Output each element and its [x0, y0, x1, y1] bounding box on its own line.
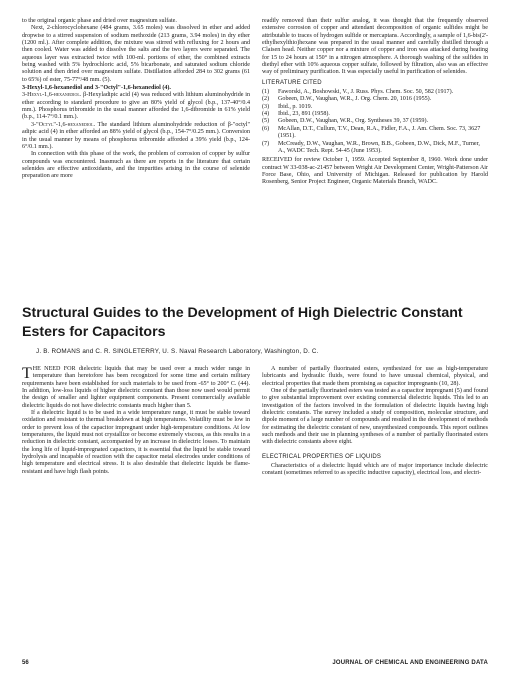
top-right-column [262, 18, 488, 187]
paragraph [22, 122, 250, 151]
paragraph-text: β-Hexyladipic acid (4) was reduced with lithium aluminohydride in ether according to standard procedure to give an 80% yield of glycol (b.p., 137-40°/0.4 mm.). Phosphorus tribromide in the usual manner afforded the 1,6-dibromide in 61% yield (b.p., 114-7°/0.1 mm.). [22, 92, 250, 121]
page-number: 56 [22, 660, 29, 666]
paragraph: One of the partially fluorinated esters was tested as a capacitor impregnant (5) and found to give substantial improvement over existing commercial dielectric liquids. This led to an investigation of the factors involved in the formulation of dielectric liquids having high dielectric constants. The survey included a study of composition, molecular structure, and dipole moment of a large number of compounds and resulted in the development of methods for estimating the dielectric constant of new, unsynthesized compounds. This report outlines such methods and their use in planning syntheses of a number of partially fluorinated esters with dielectric constants above eight. [262, 388, 488, 446]
subsection-heading: 3-Hexyl-1,6-hexanediol and 3-"Octyl"-1,6-hexanediol (4). [22, 85, 171, 92]
article-title: Structural Guides to the Development of High Dielectric Constant Esters for Capacitors [22, 305, 463, 340]
article-authors: J. B. ROMANS and C. R. SINGLETERRY, U. S. Naval Research Laboratory, Washington, D. C. [36, 348, 319, 355]
reference-text: McAllan, D.T., Cullum, T.V., Dean, R.A., Fidler, F.A., J. Am. Chem. Soc. 73, 3627 (1951). [278, 125, 481, 140]
reference-text: Gobeen, D.W., Vaughan, W.R., J. Org. Chem. 20, 1016 (1955). [278, 96, 432, 103]
drop-cap: T [22, 365, 32, 382]
reference-item [262, 141, 488, 156]
reference-item [262, 118, 488, 125]
paragraph: readily removed than their sulfur analog, it was thought that the frequently observed extensive corrosion of copper and attendant decomposition of organic sulfides might be attributable to traces of hydrogen sulfide or mercaptans. Accordingly, a sample of 1,6-bis(2'-ethylhexylthio)hexane was prepared in the usual manner and carefully distilled through a Claisen head. Neither copper nor a mixture of copper and iron was attacked during heating for 15 to 24 hours at 150° in a nitrogen atmosphere. A thorough washing of the sulfides in diethyl ether with 10% aqueous copper sulfate, followed by filtration, also was an effective way of preliminary purification. It was especially useful in purification of selenides. [262, 18, 488, 76]
reference-number: (2) [262, 96, 270, 103]
reference-number: (6) [262, 125, 270, 132]
intro-lead: HE NEED FOR [32, 366, 76, 372]
paragraph: to the original organic phase and dried over magnesium sulfate. [22, 18, 177, 24]
reference-list [262, 89, 488, 155]
reference-number: (3) [262, 103, 270, 110]
reference-item [262, 126, 488, 141]
paragraph: If a dielectric liquid is to be used in a wide temperature range, it must be stable toward oxidation and resistant to thermal breakdown at high temperatures. Volatility must be low in order to prevent loss of the capacitor impregnant under high-temperature conditions. At low temperatures, the liquid must not crystallize or become extremely viscous, as this results in a reduction in dielectric constant, accompanied by an increase in dielectric losses. To maintain the long life of liquid-impregnated capacitors, it is essential that the liquid be stable toward hydrolysis and incapable of reaction with the capacitor metal electrodes under conditions of high temperature and electrical stress. It is also desirable that dielectric liquids be flame-resistant and have high flash points. [22, 410, 250, 475]
run-in-heading: 3-"Octyl"-1,6-hexanediol. [31, 121, 96, 128]
paragraph: In connection with this phase of the work, the problem of corrosion of copper by sulfur compounds was encountered. Inasmuch as there are reports in the literature that certain selenides are effective antioxidants, and the impurities arising in the course of selenide preparation are more [22, 151, 250, 180]
reference-number: (7) [262, 140, 270, 147]
reference-text: Faworski, A., Boshowski, V., J. Russ. Phys. Chem. Soc. 50, 582 (1917). [278, 89, 454, 96]
literature-cited-heading: LITERATURE CITED [262, 79, 322, 86]
paragraph: Next, 2-chlorocyclohexane (484 grams, 3.65 moles) was dissolved in ether and added dropwise to a stirred suspension of sodium methoxide (213 grams, 3.94 moles) in dry ether (1200 ml.). After complete addition, the mixture was stirred with refluxing for 2 hours and then cooled. Water was added to dissolve the salts and the two layers were separated. The aqueous layer was extracted twice with 100-ml. portions of ether, the combined extracts being washed with 5% hydrochloric acid, 5% bicarbonate, and saturated sodium chloride solution and then dried over magnesium sulfate. Distillation afforded 284 to 302 grams (61 to 65%) of ester, 75-77°/48 mm. (5). [22, 25, 250, 83]
paragraph: Characteristics of a dielectric liquid which are of major importance include dielectric constant (sometimes referred to as specific inductive capacity), electrical loss, and electri- [262, 463, 488, 477]
reference-text: Ibid., 23, 891 (1958). [278, 111, 330, 118]
section-heading: ELECTRICAL PROPERTIES OF LIQUIDS [262, 453, 382, 460]
top-left-column [22, 18, 250, 181]
reference-text: McCready, D.W., Vaughan, W.R., Brown, B.B., Gobeen, D.W., Dick, M.F., Turner, A., WADC Tech. Rept. 54-45 (June 1953). [278, 140, 480, 154]
reference-text: Gobeen, D.W., Vaughan, W.R., Org. Syntheses 39, 37 (1959). [278, 118, 429, 125]
reference-number: (5) [262, 118, 270, 125]
received-note: RECEIVED for review October 1, 1959. Accepted September 8, 1960. Work done under contract W 33-038-ac-21457 between Wright Air Development Center, Wright-Patterson Air Force Base, Ohio, and University of Michigan. Released for publication by Harold Rosenberg, Senior Project Engineer, Organic Materials Branch, WADC. [262, 157, 488, 186]
article-right-column [262, 366, 488, 478]
reference-text: Ibid., p. 1019. [278, 103, 313, 110]
run-in-heading: 3-Hexyl-1,6-hexanediol. [22, 92, 82, 99]
reference-number: (4) [262, 111, 270, 118]
paragraph-text: The standard lithium aluminohydride reduction of β-"octyl" adipic acid (4) in ether afforded an 88% yield of glycol (b.p., 154-7°/0.25 mm.). Conversion in the usual manner by means of phosphorus tribromide afforded a 39% yield (b.p., 124-6°/0.1 mm.). [22, 121, 250, 150]
paragraph [22, 92, 250, 121]
reference-item [262, 96, 488, 103]
reference-number: (1) [262, 89, 270, 96]
paragraph-text: dielectric liquids that may be used over a much wider range in temperature than heretofore has been recognized for some time and certain military requirements have been established for such materials to be used from -65° to 200° C. (44). In addition, low-loss liquids of higher dielectric constant than those now used would permit the design of smaller and lighter equipment components. Present commercially available dielectric liquids do not have dielectric constants much higher than 5. [22, 366, 250, 409]
paragraph [22, 366, 250, 410]
journal-name: JOURNAL OF CHEMICAL AND ENGINEERING DATA [332, 660, 488, 666]
article-left-column [22, 366, 250, 476]
paragraph: A number of partially fluorinated esters, synthesized for use as high-temperature lubricants and hydraulic fluids, were found to have unusual chemical, physical, and electrical properties that made them promising as capacitor impregnants (10, 28). [262, 366, 488, 387]
